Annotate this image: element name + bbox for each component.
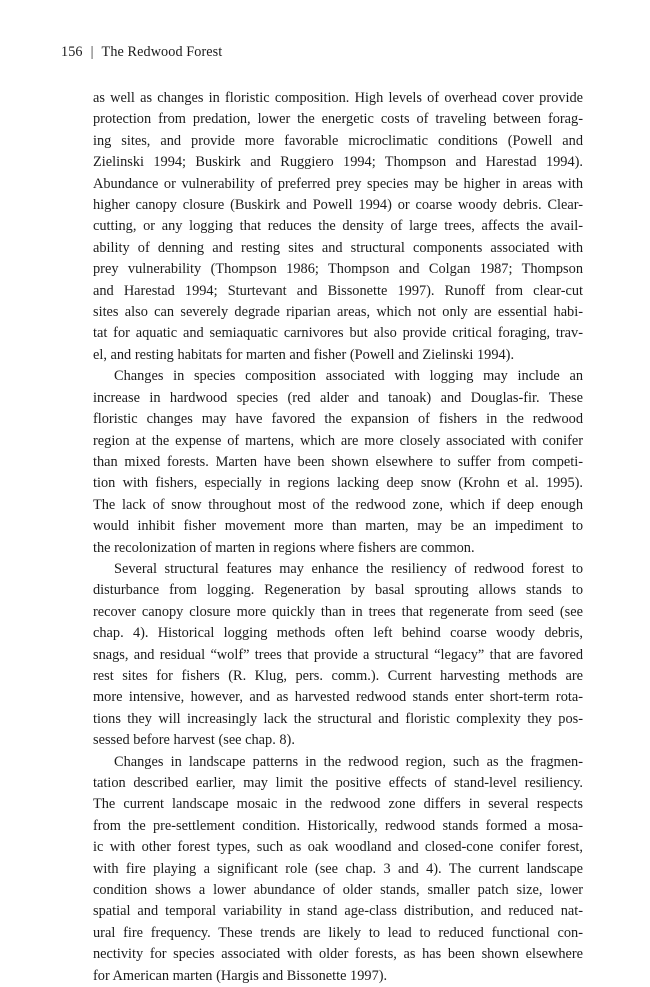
text-line: more intensive, however, and as harvested redwood stands enter short-term rota-: [93, 689, 583, 706]
text-line: increase in hardwood species (red alder and tanoak) and Douglas-fir. These: [93, 389, 583, 406]
running-title: The Redwood Forest: [101, 44, 223, 60]
text-line: The lack of snow throughout most of the redwood zone, which if deep enough: [93, 496, 583, 513]
text-line: sites also can severely degrade riparian areas, which not only are essential habi-: [93, 304, 583, 321]
text-line: with fire playing a significant role (see chap. 3 and 4). The current landscape: [93, 860, 583, 877]
running-head: [61, 44, 222, 61]
text-line: ing sites, and provide more favorable microclimatic conditions (Powell and: [93, 132, 583, 149]
text-line: rest sites for fishers (R. Klug, pers. comm.). Current harvesting methods are: [93, 667, 583, 684]
page-number: 156: [61, 44, 83, 60]
text-line: snags, and residual “wolf” trees that provide a structural “legacy” that are favored: [93, 646, 583, 663]
text-line: from the pre-settlement condition. Historically, redwood stands formed a mosa-: [93, 817, 583, 834]
paragraph-first-line: Changes in species composition associated with logging may include an: [114, 368, 583, 385]
text-line: spatial and temporal variability in stand age-class distribution, and reduced nat-: [93, 903, 583, 920]
text-line: Abundance or vulnerability of preferred prey species may be higher in areas with: [93, 175, 583, 192]
text-line: tion with fishers, especially in regions lacking deep snow (Krohn et al. 1995).: [93, 475, 583, 492]
text-line: higher canopy closure (Buskirk and Powell 1994) or coarse woody debris. Clear-: [93, 197, 583, 214]
paragraph-first-line: Several structural features may enhance the resiliency of redwood forest to: [114, 560, 583, 577]
text-line: as well as changes in floristic composition. High levels of overhead cover provide: [93, 90, 583, 106]
paragraph-last-line: for American marten (Hargis and Bissonette 1997).: [93, 967, 388, 984]
text-line: prey vulnerability (Thompson 1986; Thompson and Colgan 1987; Thompson: [93, 261, 583, 278]
text-line: recover canopy closure more quickly than in trees that regenerate from seed (see: [93, 603, 583, 620]
text-line: condition shows a lower abundance of older stands, smaller patch size, lower: [93, 882, 583, 899]
body-text: [93, 88, 583, 987]
paragraph-first-line: Changes in landscape patterns in the redwood region, such as the fragmen-: [114, 753, 583, 770]
text-line: tions they will increasingly lack the structural and floristic complexity they pos-: [93, 710, 583, 727]
text-line: Zielinski 1994; Buskirk and Ruggiero 1994; Thompson and Harestad 1994).: [93, 154, 583, 171]
text-line: than mixed forests. Marten have been shown elsewhere to suffer from competi-: [93, 453, 583, 470]
paragraph-last-line: el, and resting habitats for marten and fisher (Powell and Zielinski 1994).: [93, 346, 515, 363]
text-line: cutting, or any logging that reduces the density of large trees, affects the avail-: [93, 218, 583, 235]
text-line: protection from predation, lower the energetic costs of traveling between forag-: [93, 111, 583, 128]
text-line: ic with other forest types, such as oak woodland and closed-cone conifer forest,: [93, 839, 583, 856]
text-line: tation described earlier, may limit the positive effects of stand-level resiliency.: [93, 775, 583, 791]
text-line: floristic changes may have favored the expansion of fishers in the redwood: [93, 411, 583, 428]
text-line: tat for aquatic and semiaquatic carnivores but also provide critical foraging, trav-: [93, 325, 583, 342]
text-line: nectivity for species associated with older forests, as has been shown elsewhere: [93, 946, 583, 963]
text-line: disturbance from logging. Regeneration by basal sprouting allows stands to: [93, 582, 583, 599]
text-line: ural fire frequency. These trends are likely to lead to reduced functional con-: [93, 924, 583, 941]
text-line: region at the expense of martens, which are more closely associated with conifer: [93, 432, 583, 449]
text-line: chap. 4). Historical logging methods often left behind coarse woody debris,: [93, 625, 583, 642]
paragraph-last-line: the recolonization of marten in regions where fishers are common.: [93, 539, 475, 556]
text-line: would inhibit fisher movement more than marten, may be an impediment to: [93, 518, 583, 535]
text-line: and Harestad 1994; Sturtevant and Bissonette 1997). Runoff from clear-cut: [93, 282, 583, 299]
text-line: The current landscape mosaic in the redwood zone differs in several respects: [93, 796, 583, 813]
header-separator: |: [90, 44, 94, 60]
text-line: ability of denning and resting sites and structural components associated with: [93, 239, 583, 256]
paragraph-last-line: sessed before harvest (see chap. 8).: [93, 732, 295, 749]
